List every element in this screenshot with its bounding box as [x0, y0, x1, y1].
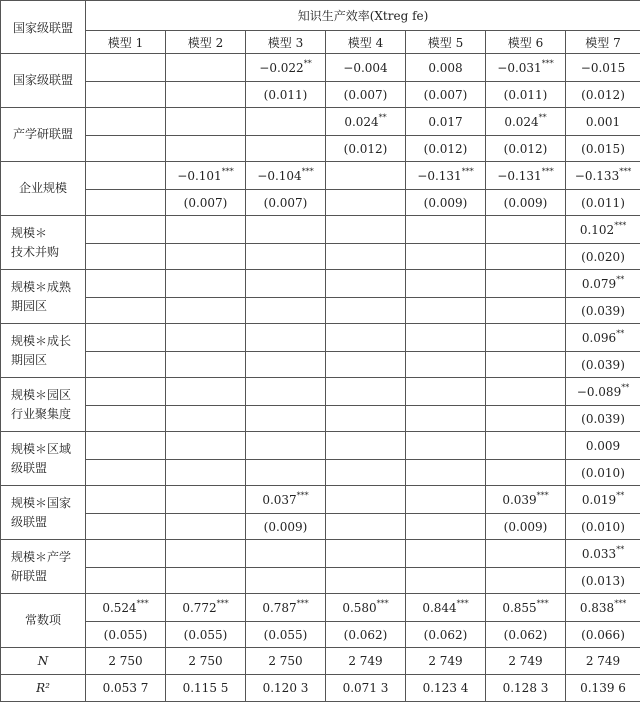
stats-row — [1, 648, 640, 675]
coef-cell — [166, 216, 246, 244]
coef-cell: 0.017 — [406, 108, 486, 136]
row-label-line: 规模＊区域 — [11, 441, 72, 456]
se-cell: (0.007) — [246, 190, 326, 216]
model-header-5: 模型 5 — [406, 31, 486, 54]
span-title-header: 知识生产效率(Xtreg fe) — [86, 1, 640, 31]
coef-cell — [326, 324, 406, 352]
row-label-line: 国家级联盟 — [12, 73, 73, 87]
stats-cell: 0.123 4 — [406, 675, 486, 702]
cell-value: 0.019 — [581, 492, 617, 507]
cell-value: 0.024 — [344, 114, 379, 129]
stats-row — [1, 675, 640, 702]
coef-cell — [566, 216, 640, 244]
se-cell: (0.055) — [246, 622, 326, 648]
row-label-line: 研联盟 — [11, 568, 48, 583]
se-row — [1, 298, 640, 324]
row-label — [1, 378, 86, 432]
coef-cell — [486, 486, 566, 514]
significance-stars: *** — [536, 490, 549, 500]
se-cell — [406, 568, 486, 594]
se-cell — [166, 460, 246, 486]
coef-cell — [246, 378, 326, 406]
significance-stars: ** — [616, 274, 625, 284]
se-cell: (0.062) — [406, 622, 486, 648]
coef-cell — [566, 486, 640, 514]
coef-cell — [486, 54, 566, 82]
significance-stars: *** — [216, 598, 229, 608]
row-label-line: 规模＊园区 — [11, 387, 72, 402]
coef-cell — [486, 270, 566, 298]
se-cell: (0.062) — [326, 622, 406, 648]
corner-header: 国家级联盟 — [1, 1, 86, 54]
significance-stars: *** — [221, 166, 234, 176]
cell-value: 0.024 — [504, 114, 539, 129]
coef-cell — [166, 594, 246, 622]
cell-value: 0.580 — [342, 600, 377, 615]
se-row — [1, 190, 640, 216]
coef-cell — [166, 324, 246, 352]
model-header-6: 模型 6 — [486, 31, 566, 54]
row-label-line: 级联盟 — [11, 460, 48, 475]
coef-cell — [406, 216, 486, 244]
coef-row — [1, 540, 640, 568]
se-cell — [406, 352, 486, 378]
cell-value: −0.031 — [497, 60, 542, 75]
coef-cell — [166, 270, 246, 298]
cell-value: 0.096 — [581, 330, 617, 345]
se-row — [1, 622, 640, 648]
se-cell — [166, 136, 246, 162]
significance-stars: *** — [614, 598, 627, 608]
coef-cell — [246, 270, 326, 298]
model-header-4: 模型 4 — [326, 31, 406, 54]
se-cell — [86, 514, 166, 540]
se-cell — [246, 568, 326, 594]
se-cell — [166, 568, 246, 594]
se-cell — [86, 244, 166, 270]
coef-cell — [326, 378, 406, 406]
coef-cell — [406, 270, 486, 298]
significance-stars: *** — [461, 166, 474, 176]
model-header-7: 模型 7 — [566, 31, 640, 54]
coef-cell — [246, 594, 326, 622]
coef-row — [1, 324, 640, 352]
coef-cell — [566, 378, 640, 406]
row-label-line: 企业规模 — [18, 181, 67, 195]
se-row — [1, 136, 640, 162]
stats-cell: 0.115 5 — [166, 675, 246, 702]
stats-cell: 0.071 3 — [326, 675, 406, 702]
header-row-top — [1, 1, 640, 31]
se-cell — [326, 298, 406, 324]
stats-cell: 2 750 — [246, 648, 326, 675]
coef-row — [1, 486, 640, 514]
significance-stars: *** — [619, 166, 632, 176]
coef-cell — [566, 162, 640, 190]
stats-cell: 2 749 — [406, 648, 486, 675]
se-row — [1, 568, 640, 594]
se-cell: (0.009) — [486, 514, 566, 540]
se-cell — [166, 82, 246, 108]
coef-cell — [406, 378, 486, 406]
se-cell — [326, 406, 406, 432]
model-header-1: 模型 1 — [86, 31, 166, 54]
se-cell — [246, 136, 326, 162]
se-cell — [406, 298, 486, 324]
coef-cell — [166, 54, 246, 82]
row-label-line: 期园区 — [11, 352, 48, 367]
cell-value: −0.022 — [259, 60, 304, 75]
row-label-line: 常数项 — [24, 613, 61, 627]
se-cell — [486, 352, 566, 378]
coef-cell — [566, 540, 640, 568]
coef-cell — [246, 162, 326, 190]
cell-value: −0.089 — [576, 384, 622, 399]
se-cell — [486, 298, 566, 324]
se-cell — [406, 514, 486, 540]
coef-cell — [486, 108, 566, 136]
row-label — [1, 594, 86, 648]
row-label-line: 规模＊国家 — [11, 495, 72, 510]
coef-row — [1, 594, 640, 622]
significance-stars: ** — [303, 58, 312, 68]
significance-stars: ** — [621, 382, 630, 392]
cell-value: −0.104 — [257, 168, 302, 183]
significance-stars: *** — [296, 490, 309, 500]
row-label — [1, 108, 86, 162]
coef-cell — [166, 540, 246, 568]
cell-value: 0.102 — [579, 222, 615, 237]
coef-cell: −0.004 — [326, 54, 406, 82]
se-row — [1, 514, 640, 540]
coef-cell — [406, 486, 486, 514]
se-cell — [86, 82, 166, 108]
coef-cell — [406, 324, 486, 352]
se-cell: (0.011) — [486, 82, 566, 108]
row-label-line: 产学研联盟 — [12, 127, 73, 141]
se-cell — [166, 298, 246, 324]
stats-label: R² — [1, 675, 86, 702]
significance-stars: ** — [538, 112, 547, 122]
cell-value: −0.133 — [574, 168, 620, 183]
se-cell — [166, 406, 246, 432]
se-row — [1, 406, 640, 432]
se-cell — [326, 460, 406, 486]
significance-stars: *** — [614, 220, 627, 230]
se-cell — [406, 406, 486, 432]
coef-row — [1, 378, 640, 406]
coef-cell — [326, 486, 406, 514]
se-cell: (0.009) — [406, 190, 486, 216]
significance-stars: *** — [541, 166, 554, 176]
coef-cell — [406, 540, 486, 568]
coef-cell — [566, 594, 640, 622]
row-label — [1, 540, 86, 594]
se-cell: (0.010) — [566, 460, 640, 486]
se-cell: (0.066) — [566, 622, 640, 648]
coef-cell — [406, 432, 486, 460]
significance-stars: *** — [296, 598, 309, 608]
row-label-line: 规模＊成熟 — [11, 279, 72, 294]
significance-stars: ** — [616, 544, 625, 554]
cell-value: 0.855 — [502, 600, 537, 615]
cell-value: 0.079 — [581, 276, 617, 291]
se-cell — [406, 460, 486, 486]
coef-cell — [326, 540, 406, 568]
significance-stars: *** — [456, 598, 469, 608]
coef-cell — [86, 108, 166, 136]
coef-row — [1, 216, 640, 244]
coef-row — [1, 108, 640, 136]
se-cell — [486, 568, 566, 594]
se-cell — [86, 406, 166, 432]
se-cell — [246, 244, 326, 270]
stats-cell: 0.139 6 — [566, 675, 640, 702]
se-cell — [326, 190, 406, 216]
se-cell: (0.015) — [566, 136, 640, 162]
se-cell: (0.055) — [86, 622, 166, 648]
coef-cell — [326, 162, 406, 190]
coef-row — [1, 432, 640, 460]
significance-stars: ** — [616, 328, 625, 338]
row-label-line: 技术并购 — [11, 244, 60, 259]
significance-stars: *** — [376, 598, 389, 608]
cell-value: 0.037 — [262, 492, 297, 507]
stats-cell: 2 749 — [326, 648, 406, 675]
coef-cell — [246, 486, 326, 514]
coef-cell — [166, 162, 246, 190]
coef-cell — [486, 378, 566, 406]
coef-cell — [166, 378, 246, 406]
coef-cell — [166, 432, 246, 460]
coef-cell — [246, 324, 326, 352]
stats-cell: 2 749 — [566, 648, 640, 675]
se-cell — [486, 460, 566, 486]
stats-cell: 2 750 — [166, 648, 246, 675]
cell-value: 0.844 — [422, 600, 457, 615]
stats-label: N — [1, 648, 86, 675]
se-cell — [326, 568, 406, 594]
se-cell — [166, 244, 246, 270]
se-row — [1, 352, 640, 378]
coef-cell — [86, 324, 166, 352]
cell-value: −0.101 — [177, 168, 222, 183]
se-cell: (0.013) — [566, 568, 640, 594]
coef-cell — [86, 216, 166, 244]
model-header-3: 模型 3 — [246, 31, 326, 54]
coef-cell — [86, 540, 166, 568]
se-cell: (0.039) — [566, 406, 640, 432]
se-cell — [406, 244, 486, 270]
se-cell: (0.011) — [246, 82, 326, 108]
coef-cell — [486, 540, 566, 568]
coef-cell: 0.009 — [566, 432, 640, 460]
coef-cell: −0.015 — [566, 54, 640, 82]
se-cell: (0.055) — [166, 622, 246, 648]
se-cell: (0.009) — [486, 190, 566, 216]
coef-cell — [246, 54, 326, 82]
se-cell — [326, 244, 406, 270]
se-cell — [246, 298, 326, 324]
se-cell: (0.007) — [406, 82, 486, 108]
coef-cell — [326, 432, 406, 460]
row-label — [1, 270, 86, 324]
se-cell: (0.020) — [566, 244, 640, 270]
stats-cell: 0.053 7 — [86, 675, 166, 702]
coef-cell — [246, 540, 326, 568]
se-cell — [326, 352, 406, 378]
stats-cell: 2 750 — [86, 648, 166, 675]
cell-value: 0.787 — [262, 600, 297, 615]
header-row-models — [1, 31, 640, 54]
se-cell — [86, 568, 166, 594]
coef-cell — [166, 486, 246, 514]
significance-stars: *** — [541, 58, 554, 68]
row-label-line: 级联盟 — [11, 514, 48, 529]
significance-stars: ** — [616, 490, 625, 500]
se-cell: (0.011) — [566, 190, 640, 216]
coef-cell — [486, 594, 566, 622]
coef-cell — [246, 432, 326, 460]
coef-cell — [86, 54, 166, 82]
se-cell — [486, 244, 566, 270]
stats-cell: 0.120 3 — [246, 675, 326, 702]
coef-row — [1, 54, 640, 82]
coef-cell — [246, 216, 326, 244]
se-cell — [86, 298, 166, 324]
cell-value: 0.772 — [182, 600, 217, 615]
row-label — [1, 432, 86, 486]
se-cell — [166, 514, 246, 540]
coef-cell — [566, 270, 640, 298]
se-cell: (0.009) — [246, 514, 326, 540]
row-label-line: 规模＊ — [11, 225, 48, 240]
se-cell: (0.012) — [486, 136, 566, 162]
se-cell: (0.012) — [326, 136, 406, 162]
row-label — [1, 54, 86, 108]
se-cell — [86, 136, 166, 162]
coef-cell — [326, 270, 406, 298]
se-cell: (0.007) — [326, 82, 406, 108]
coef-cell — [86, 270, 166, 298]
significance-stars: *** — [136, 598, 149, 608]
coef-cell — [326, 216, 406, 244]
row-label-line: 规模＊成长 — [11, 333, 72, 348]
significance-stars: *** — [536, 598, 549, 608]
table-body — [1, 54, 640, 702]
coef-row — [1, 270, 640, 298]
coef-cell — [86, 378, 166, 406]
coef-cell — [566, 324, 640, 352]
cell-value: −0.131 — [497, 168, 542, 183]
se-cell — [86, 352, 166, 378]
se-cell — [86, 460, 166, 486]
se-cell: (0.012) — [406, 136, 486, 162]
stats-cell: 2 749 — [486, 648, 566, 675]
cell-value: 0.838 — [579, 600, 615, 615]
row-label-line: 规模＊产学 — [11, 549, 72, 564]
coef-cell — [86, 162, 166, 190]
significance-stars: ** — [378, 112, 387, 122]
se-cell — [486, 406, 566, 432]
significance-stars: *** — [301, 166, 314, 176]
cell-value: 0.033 — [581, 546, 617, 561]
se-cell — [246, 460, 326, 486]
se-cell — [326, 514, 406, 540]
cell-value: 0.524 — [102, 600, 137, 615]
se-cell: (0.039) — [566, 298, 640, 324]
coef-cell — [486, 432, 566, 460]
se-cell: (0.062) — [486, 622, 566, 648]
coef-cell: 0.001 — [566, 108, 640, 136]
row-label — [1, 324, 86, 378]
coef-cell — [406, 594, 486, 622]
se-row — [1, 460, 640, 486]
se-row — [1, 82, 640, 108]
coef-cell — [86, 486, 166, 514]
row-label — [1, 162, 86, 216]
row-label-line: 行业聚集度 — [11, 406, 72, 421]
se-cell: (0.012) — [566, 82, 640, 108]
stats-cell: 0.128 3 — [486, 675, 566, 702]
se-cell — [166, 352, 246, 378]
row-label — [1, 216, 86, 270]
row-label-line: 期园区 — [11, 298, 48, 313]
coef-cell — [86, 432, 166, 460]
coef-cell — [486, 162, 566, 190]
se-cell: (0.007) — [166, 190, 246, 216]
coef-cell: 0.008 — [406, 54, 486, 82]
se-cell — [86, 190, 166, 216]
cell-value: 0.039 — [502, 492, 537, 507]
se-cell — [246, 352, 326, 378]
cell-value: −0.131 — [417, 168, 462, 183]
coef-row — [1, 162, 640, 190]
coef-cell — [486, 216, 566, 244]
se-cell — [246, 406, 326, 432]
se-cell: (0.039) — [566, 352, 640, 378]
se-cell: (0.010) — [566, 514, 640, 540]
coef-cell — [326, 594, 406, 622]
model-header-2: 模型 2 — [166, 31, 246, 54]
row-label — [1, 486, 86, 540]
coef-cell — [246, 108, 326, 136]
coef-cell — [406, 162, 486, 190]
table-header — [1, 1, 640, 54]
coef-cell — [166, 108, 246, 136]
coef-cell — [86, 594, 166, 622]
coef-cell — [486, 324, 566, 352]
coef-cell — [326, 108, 406, 136]
se-row — [1, 244, 640, 270]
